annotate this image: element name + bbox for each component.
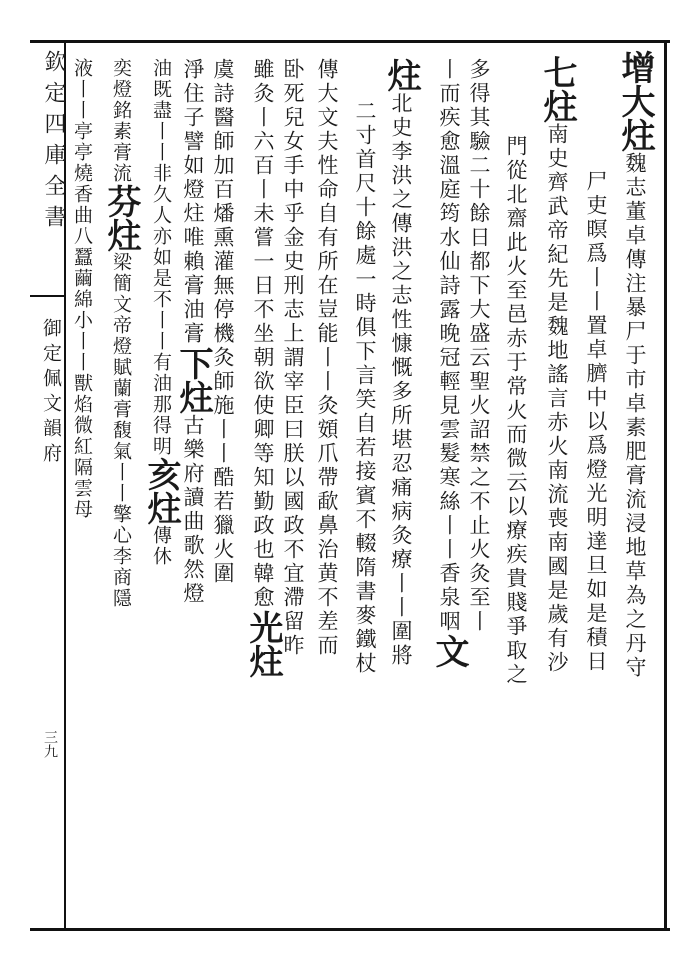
text-column-8 — [354, 100, 375, 920]
text-column-3 — [537, 55, 577, 920]
text-column-10 — [282, 58, 303, 920]
column-text: 南史齊武帝紀先是魏地謠言赤火南流喪南國是歲有沙 — [545, 123, 569, 675]
column-text: 古樂府讀曲歌然燈 — [181, 414, 205, 606]
text-column-7 — [381, 58, 421, 920]
right-border — [664, 40, 667, 931]
column-text: 梁簡文帝燈賦蘭膏馥氣丨丨擎心李商隱 — [110, 252, 132, 609]
text-column-11 — [243, 58, 283, 920]
column-text: 門從北齋此火至邑赤于常火而微云以療疾貴賤爭取之 — [504, 135, 528, 687]
column-text: 尸吏暝爲丨丨置卓臍中以爲燈光明達旦如是積日 — [584, 170, 608, 674]
column-text: 不丨丨有油那得明 — [150, 289, 172, 457]
column-text: 虞詩醫師加百燔熏灌無停機灸師施丨丨酷若獵火圍 — [211, 58, 235, 586]
column-text: 油既盡丨丨非久人亦如是 — [150, 58, 172, 289]
text-column-12 — [212, 58, 233, 920]
headword: 光炷 — [243, 610, 283, 678]
column-text: 淨住子譬如燈炷唯賴膏油膏 — [181, 58, 205, 346]
text-column-16 — [72, 58, 91, 920]
text-column-4 — [505, 135, 526, 920]
column-text: 雖灸丨六百丨未嘗一日不坐朝欲使卿等知勤政也韓愈 — [251, 58, 275, 610]
column-text: 燒香曲八蠶繭綿小丨丨獸焰微紅隔雲母 — [71, 163, 93, 520]
column-text: 傳大文夫性命自有所在豈能丨丨灸頞爪帶歃鼻治黄不差而 — [315, 58, 339, 658]
fishtail-line — [30, 295, 66, 297]
column-text: 二寸首尺十餘處一時俱下言笑自若接賓不輟隋書麥鐵杖 — [353, 100, 377, 676]
column-text: 北史李洪之傳洪之志性慷慨多所堪忍痛病灸療丨丨圍將 — [389, 92, 413, 668]
bottom-border — [30, 928, 670, 931]
headword: 增大炷 — [615, 50, 655, 152]
headword: 下炷 — [173, 346, 213, 414]
top-border — [30, 40, 670, 43]
page-number: 三九 — [42, 730, 58, 758]
headword: 芬炷 — [101, 184, 141, 252]
text-column-6 — [429, 58, 469, 920]
column-text: 卧死兒女手中乎金史刑志上謂宰臣曰朕以國政不宜滯留昨 — [281, 58, 305, 658]
text-column-15 — [101, 58, 141, 920]
headword: 亥炷 — [141, 457, 181, 525]
book-title: 欽定四庫全書 — [41, 50, 66, 236]
column-text: 丨而疾愈溫庭筠水仙詩露晚冠輕見雲髮寒絲丨丨香泉咽 — [437, 58, 461, 634]
text-column-14 — [141, 58, 181, 920]
column-text: 魏志董卓傳注暴尸于市卓素肥膏流浸地草為之丹守 — [623, 152, 647, 680]
text-column-5 — [468, 58, 489, 920]
headword: 炷 — [381, 58, 421, 92]
volume-title: 御定佩文韻府 — [40, 318, 62, 468]
headword: 七炷 — [537, 55, 577, 123]
text-column-2 — [585, 170, 606, 920]
text-column-13 — [173, 58, 213, 920]
column-text: 液丨丨亭亭 — [71, 58, 93, 163]
text-column-9 — [316, 58, 337, 920]
column-text: 奕燈銘素膏流 — [110, 58, 132, 184]
headword: 文 — [429, 634, 469, 668]
column-text: 傳休 — [150, 525, 172, 567]
column-text: 多得其驗二十餘日都下大盛云聖火詔禁之不止火灸至丨 — [467, 58, 491, 634]
text-column-1 — [615, 50, 655, 920]
